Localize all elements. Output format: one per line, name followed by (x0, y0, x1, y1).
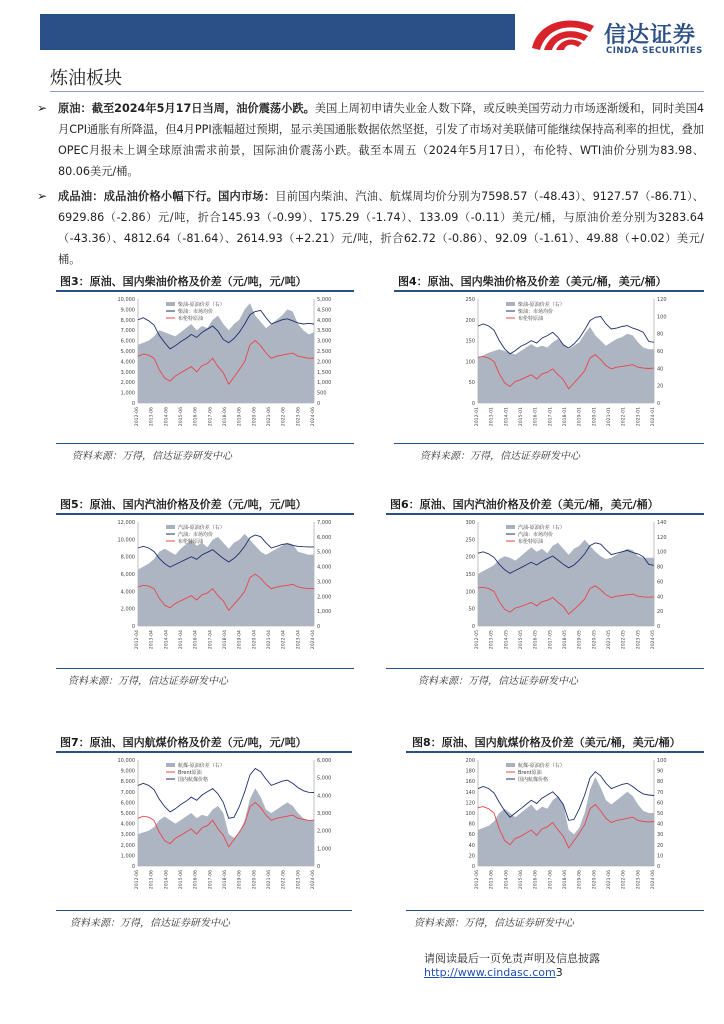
y-tick-label: 10,000 (117, 758, 135, 764)
x-tick-label: 2014-06 (164, 870, 170, 890)
x-tick-label: 2017-04 (208, 630, 214, 650)
y-tick-label: 2,000 (120, 606, 135, 613)
y-tick-label: 4,000 (120, 589, 135, 596)
x-tick-label: 2019-05 (577, 630, 583, 650)
y-tick-label: 80 (468, 821, 475, 828)
series-area-spread (138, 534, 314, 626)
x-tick-label: 2023-06 (296, 407, 302, 427)
y2-tick-label: 80 (657, 564, 664, 571)
header-band (40, 14, 515, 50)
y2-tick-label: 60 (657, 349, 664, 355)
y2-tick-label: 5,000 (317, 775, 332, 782)
y-tick-label: 160 (465, 779, 475, 786)
y-tick-label: 4,000 (120, 821, 135, 828)
y2-tick-label: 80 (657, 779, 664, 786)
y2-tick-label: 1,000 (317, 380, 332, 387)
y2-tick-label: 20 (657, 842, 664, 849)
legend-swatch (166, 763, 175, 767)
chart-diesel-cny (100, 293, 340, 443)
x-tick-label: 2012-01 (475, 407, 480, 427)
x-tick-label: 2022-06 (281, 407, 287, 427)
x-tick-label: 2012-06 (135, 407, 140, 427)
paragraph-body: 目前国内柴油、汽油、航煤周均价分别为7598.57（-48.43）、9127.57（-86.71）、6929.86（-2.86）元/吨，折合145.93（-0.99）、175.29（-1.74）、133.09（-0.11）美元/桶，与原油价差分别为3283.64（-43.36）、4812.64（-81.64）、2614.93（+2.21）元/吨，折合62.72（-0.86）、92.09（-1.61）、49.88（+0.02）美元/桶。 (58, 190, 704, 266)
x-tick-label: 2016-06 (193, 870, 199, 890)
y-tick-label: 120 (465, 800, 475, 807)
x-tick-label: 2015-06 (179, 407, 184, 427)
logo-text-cn: 信达证券 (604, 23, 697, 48)
series-area-spread (138, 303, 314, 403)
y-tick-label: 200 (465, 554, 475, 561)
x-tick-label: 2021-01 (607, 407, 612, 427)
legend-entry: 汽油：市场均价 (518, 532, 554, 538)
y-tick-label: 200 (465, 758, 475, 764)
figure-rule (394, 443, 704, 444)
legend-entry: 航煤-原油价差（右） (178, 763, 225, 769)
figure-title: 图5：原油、国内汽油价格及价差（元/吨，元/吨） (60, 498, 307, 511)
figure-source: 资料来源：万得，信达证券研发中心 (420, 451, 580, 462)
y-tick-label: 50 (468, 606, 475, 613)
legend-entry: 布伦特原油 (178, 539, 204, 545)
figure-rule (406, 910, 704, 911)
legend-entry: 柴油：市场均价 (518, 309, 554, 315)
figure-rule (394, 290, 704, 292)
x-tick-label: 2021-06 (607, 870, 612, 890)
x-tick-label: 2021-05 (607, 630, 612, 650)
figure-rule (56, 751, 352, 753)
chart-gasoline-usd (440, 516, 680, 666)
x-tick-label: 2024-06 (311, 407, 316, 427)
y2-tick-label: 0 (317, 624, 321, 630)
section-divider (50, 91, 704, 92)
y2-tick-label: 4,000 (317, 564, 332, 571)
series-area-spread (478, 327, 654, 403)
x-tick-label: 2012-05 (475, 630, 480, 650)
y2-tick-label: 100 (657, 549, 667, 556)
x-tick-label: 2018-04 (223, 630, 228, 650)
x-tick-label: 2017-05 (548, 630, 554, 650)
footer (424, 950, 724, 979)
legend-entry: 布伦特原油 (518, 316, 544, 322)
legend-swatch (506, 763, 515, 767)
x-tick-label: 2013-06 (489, 870, 495, 890)
x-tick-label: 2023-04 (296, 630, 302, 650)
y-tick-label: 300 (465, 520, 475, 526)
y2-tick-label: 40 (657, 366, 664, 373)
x-tick-label: 2015-01 (519, 407, 524, 427)
x-tick-label: 2019-06 (237, 870, 243, 890)
y-tick-label: 6,000 (120, 572, 135, 578)
y2-tick-label: 90 (657, 768, 664, 775)
y-tick-label: 7,000 (120, 789, 135, 796)
x-tick-label: 2024-05 (651, 630, 656, 650)
x-tick-label: 2024-06 (311, 870, 316, 890)
figure-rule (56, 443, 354, 444)
figure-source: 资料来源：万得，信达证券研发中心 (72, 451, 232, 462)
y-tick-label: 100 (465, 811, 475, 817)
x-tick-label: 2017-06 (208, 407, 214, 427)
figure-rule (56, 513, 354, 515)
x-tick-label: 2014-05 (504, 630, 510, 650)
x-tick-label: 2019-04 (237, 630, 243, 650)
legend-entry: 柴油-原油价差（右） (518, 302, 565, 308)
y2-tick-label: 0 (317, 864, 321, 870)
x-tick-label: 2015-06 (519, 870, 524, 890)
figure-title: 图6：原油、国内汽油价格及价差（美元/桶，美元/桶） (390, 498, 659, 511)
y2-tick-label: 40 (657, 821, 664, 828)
legend-entry: 汽油-原油价差（右） (518, 525, 565, 531)
series-area-spread (478, 540, 654, 626)
x-tick-label: 2020-06 (252, 870, 258, 890)
y2-tick-label: 3,000 (317, 338, 332, 345)
y-tick-label: 140 (465, 789, 475, 796)
y2-tick-label: 7,000 (317, 520, 332, 526)
y-tick-label: 3,000 (120, 832, 135, 839)
x-tick-label: 2022-05 (621, 630, 627, 650)
y2-tick-label: 0 (317, 401, 321, 407)
x-tick-label: 2015-05 (519, 630, 524, 650)
paragraph-crude (37, 98, 704, 182)
y-tick-label: 7,000 (120, 328, 135, 335)
y2-tick-label: 70 (657, 789, 664, 796)
legend-entry: 柴油-原油价差（右） (178, 302, 225, 308)
y2-tick-label: 1,000 (317, 609, 332, 616)
figure-source: 资料来源：万得，信达证券研发中心 (68, 676, 228, 687)
figure-rule (386, 513, 704, 515)
y2-tick-label: 3,500 (317, 328, 332, 335)
y2-tick-label: 5,000 (317, 297, 332, 303)
y2-tick-label: 0 (657, 864, 661, 870)
y-tick-label: 0 (471, 624, 475, 630)
x-tick-label: 2021-06 (267, 407, 272, 427)
legend-swatch (166, 525, 175, 529)
y-tick-label: 180 (465, 768, 475, 775)
chart-jetfuel-cny (100, 754, 340, 906)
figure-rule (406, 751, 704, 753)
y2-tick-label: 100 (657, 314, 667, 321)
legend-swatch (506, 525, 515, 529)
y2-tick-label: 60 (657, 579, 664, 586)
y2-tick-label: 120 (657, 534, 667, 541)
y2-tick-label: 6,000 (317, 758, 332, 764)
paragraph-body: 美国上周初申请失业金人数下降，或反映美国劳动力市场逐渐缓和，同时美国4月CPI通胀有所降温，但4月PPI涨幅超过预期，显示美国通胀数据依然坚挺，引发了市场对美联储可能继续保持高利率的担忧，叠加OPEC月报未上调全球原油需求前景，国际油价震荡小跌。截至本周五（2024年5月17日），布伦特、WTI油价分别为83.98、80.06美元/桶。 (58, 102, 704, 178)
y2-tick-label: 500 (317, 390, 327, 397)
y2-tick-label: 1,500 (317, 369, 332, 376)
x-tick-label: 2014-06 (164, 407, 170, 427)
legend-entry: 航煤-原油价差（右） (518, 763, 565, 769)
y2-tick-label: 2,000 (317, 828, 332, 835)
x-tick-label: 2016-06 (193, 407, 199, 427)
y2-tick-label: 30 (657, 832, 664, 839)
legend-entry: 布伦特原油 (178, 316, 204, 322)
y-tick-label: 8,000 (120, 554, 135, 561)
y2-tick-label: 3,000 (317, 579, 332, 586)
legend-entry: 柴油：市场均价 (178, 309, 214, 315)
legend-entry: 汽油：市场均价 (178, 532, 214, 538)
figure-title: 图3：原油、国内柴油价格及价差（元/吨，元/吨） (60, 275, 307, 288)
y-tick-label: 0 (471, 401, 475, 407)
y-tick-label: 60 (468, 832, 475, 839)
x-tick-label: 2017-06 (548, 870, 554, 890)
x-tick-label: 2016-01 (533, 407, 539, 427)
y2-tick-label: 20 (657, 609, 664, 616)
x-tick-label: 2022-06 (621, 870, 627, 890)
x-tick-label: 2019-06 (577, 870, 583, 890)
y-tick-label: 5,000 (120, 349, 135, 355)
legend-entry: 布伦特原油 (518, 539, 544, 545)
y-tick-label: 250 (465, 537, 475, 544)
x-tick-label: 2015-06 (179, 870, 184, 890)
y-tick-label: 200 (465, 317, 475, 324)
y-tick-label: 20 (468, 853, 475, 860)
x-tick-label: 2023-01 (636, 407, 642, 427)
x-tick-label: 2013-01 (489, 407, 495, 427)
figure-rule (56, 910, 352, 911)
x-tick-label: 2014-01 (504, 407, 510, 427)
x-tick-label: 2024-04 (311, 630, 316, 650)
x-tick-label: 2020-06 (252, 407, 258, 427)
y2-tick-label: 5,000 (317, 549, 332, 556)
x-tick-label: 2023-05 (636, 630, 642, 650)
x-tick-label: 2012-04 (135, 630, 140, 650)
x-tick-label: 2012-06 (135, 870, 140, 890)
y2-tick-label: 20 (657, 383, 664, 390)
legend-swatch (506, 302, 515, 306)
brand-logo (528, 12, 704, 60)
legend-entry: Brent原油 (178, 770, 202, 776)
x-tick-label: 2020-06 (592, 870, 598, 890)
y2-tick-label: 100 (657, 758, 667, 764)
series-area-spread (138, 788, 314, 866)
x-tick-label: 2017-06 (208, 870, 214, 890)
x-tick-label: 2016-05 (533, 630, 539, 650)
y-tick-label: 150 (465, 572, 475, 578)
legend-entry: 国内航煤价格 (518, 777, 549, 783)
footer-link[interactable]: http://www.cindasc.com (424, 966, 556, 979)
y-tick-label: 1,000 (120, 390, 135, 397)
x-tick-label: 2021-04 (267, 630, 272, 650)
y-tick-label: 150 (465, 338, 475, 345)
y2-tick-label: 3,000 (317, 811, 332, 817)
x-tick-label: 2019-01 (577, 407, 583, 427)
y-tick-label: 10,000 (117, 537, 135, 544)
x-tick-label: 2024-01 (651, 407, 656, 427)
y2-tick-label: 0 (657, 624, 661, 630)
x-tick-label: 2022-06 (281, 870, 287, 890)
y2-tick-label: 4,000 (317, 317, 332, 324)
x-tick-label: 2019-06 (237, 407, 243, 427)
y-tick-label: 0 (131, 624, 135, 630)
x-tick-label: 2018-01 (563, 407, 568, 427)
x-tick-label: 2020-04 (252, 630, 258, 650)
y2-tick-label: 120 (657, 297, 667, 303)
x-tick-label: 2013-05 (489, 630, 495, 650)
arrow-bullet-icon: ➢ (37, 189, 48, 203)
y-tick-label: 0 (471, 864, 475, 870)
chart-jetfuel-usd (440, 754, 680, 906)
x-tick-label: 2023-06 (636, 870, 642, 890)
x-tick-label: 2023-06 (296, 870, 302, 890)
arrow-bullet-icon: ➢ (37, 101, 48, 115)
y2-tick-label: 2,000 (317, 359, 332, 366)
figure-rule (56, 290, 354, 292)
x-tick-label: 2020-05 (592, 630, 598, 650)
cinda-logo-icon (528, 12, 598, 56)
y-tick-label: 4,000 (120, 359, 135, 366)
x-tick-label: 2018-06 (223, 870, 228, 890)
x-tick-label: 2018-06 (223, 407, 228, 427)
y-tick-label: 12,000 (117, 520, 135, 526)
figure-title: 图7：原油、国内航煤价格及价差（元/吨，元/吨） (60, 736, 307, 749)
y2-tick-label: 6,000 (317, 534, 332, 541)
figure-source: 资料来源：万得，信达证券研发中心 (414, 918, 574, 929)
x-tick-label: 2013-06 (149, 407, 155, 427)
x-tick-label: 2018-06 (563, 870, 568, 890)
y-tick-label: 5,000 (120, 811, 135, 817)
y-tick-label: 50 (468, 380, 475, 387)
x-tick-label: 2024-06 (651, 870, 656, 890)
y2-tick-label: 0 (657, 401, 661, 407)
y-tick-label: 9,000 (120, 307, 135, 314)
figure-source: 资料来源：万得，信达证券研发中心 (70, 918, 230, 929)
y-tick-label: 0 (131, 864, 135, 870)
legend-swatch (166, 302, 175, 306)
x-tick-label: 2014-06 (504, 870, 510, 890)
x-tick-label: 2018-05 (563, 630, 568, 650)
y-tick-label: 2,000 (120, 380, 135, 387)
y2-tick-label: 140 (657, 520, 667, 526)
y2-tick-label: 4,500 (317, 307, 332, 314)
x-tick-label: 2014-04 (164, 630, 170, 650)
x-tick-label: 2013-06 (149, 870, 155, 890)
y-tick-label: 6,000 (120, 800, 135, 807)
figure-title: 图4：原油、国内柴油价格及价差（美元/桶，美元/桶） (398, 275, 667, 288)
y-tick-label: 8,000 (120, 779, 135, 786)
series-area-spread (478, 777, 654, 866)
y-tick-label: 0 (131, 401, 135, 407)
y2-tick-label: 10 (657, 853, 664, 860)
y2-tick-label: 60 (657, 800, 664, 807)
section-title: 炼油板块 (50, 68, 122, 89)
page-number: 3 (555, 966, 563, 979)
x-tick-label: 2016-06 (533, 870, 539, 890)
y-tick-label: 6,000 (120, 338, 135, 345)
y2-tick-label: 4,000 (317, 793, 332, 800)
paragraph-lead: 原油：截至2024年5月17日当周，油价震荡小跌。 (58, 102, 315, 115)
legend-entry: Brent原油 (518, 770, 542, 776)
x-tick-label: 2015-04 (179, 630, 184, 650)
y-tick-label: 100 (465, 589, 475, 596)
y2-tick-label: 2,500 (317, 349, 332, 355)
y-tick-label: 100 (465, 359, 475, 366)
figure-title: 图8：原油、国内航煤价格及价差（美元/桶，美元/桶） (412, 736, 681, 749)
logo-text-en: CINDA SECURITIES (606, 46, 703, 56)
legend-entry: 汽油-原油价差（右） (178, 525, 225, 531)
y2-tick-label: 80 (657, 331, 664, 338)
y-tick-label: 40 (468, 842, 475, 849)
x-tick-label: 2013-04 (149, 630, 155, 650)
y-tick-label: 2,000 (120, 842, 135, 849)
y2-tick-label: 40 (657, 594, 664, 601)
x-tick-label: 2016-04 (193, 630, 199, 650)
y-tick-label: 3,000 (120, 369, 135, 376)
figure-source: 资料来源：万得，信达证券研发中心 (418, 676, 578, 687)
figure-rule (386, 668, 704, 669)
paragraph-lead: 成品油：成品油价格小幅下行。国内市场： (58, 190, 276, 203)
x-tick-label: 2022-04 (281, 630, 287, 650)
x-tick-label: 2021-06 (267, 870, 272, 890)
y-tick-label: 250 (465, 297, 475, 303)
footer-disclaimer: 请阅读最后一页免责声明及信息披露 (424, 952, 600, 965)
y-tick-label: 9,000 (120, 768, 135, 775)
chart-diesel-usd (440, 293, 680, 443)
y-tick-label: 10,000 (117, 297, 135, 303)
x-tick-label: 2012-06 (475, 870, 480, 890)
figure-rule (56, 668, 354, 669)
y2-tick-label: 2,000 (317, 594, 332, 601)
y-tick-label: 1,000 (120, 853, 135, 860)
y-tick-label: 8,000 (120, 317, 135, 324)
y2-tick-label: 1,000 (317, 846, 332, 853)
x-tick-label: 2022-01 (621, 407, 627, 427)
legend-entry: 国内航煤价格 (178, 777, 209, 783)
x-tick-label: 2020-01 (592, 407, 598, 427)
x-tick-label: 2017-01 (548, 407, 554, 427)
chart-gasoline-cny (100, 516, 340, 666)
paragraph-products (37, 186, 704, 270)
y2-tick-label: 50 (657, 811, 664, 817)
